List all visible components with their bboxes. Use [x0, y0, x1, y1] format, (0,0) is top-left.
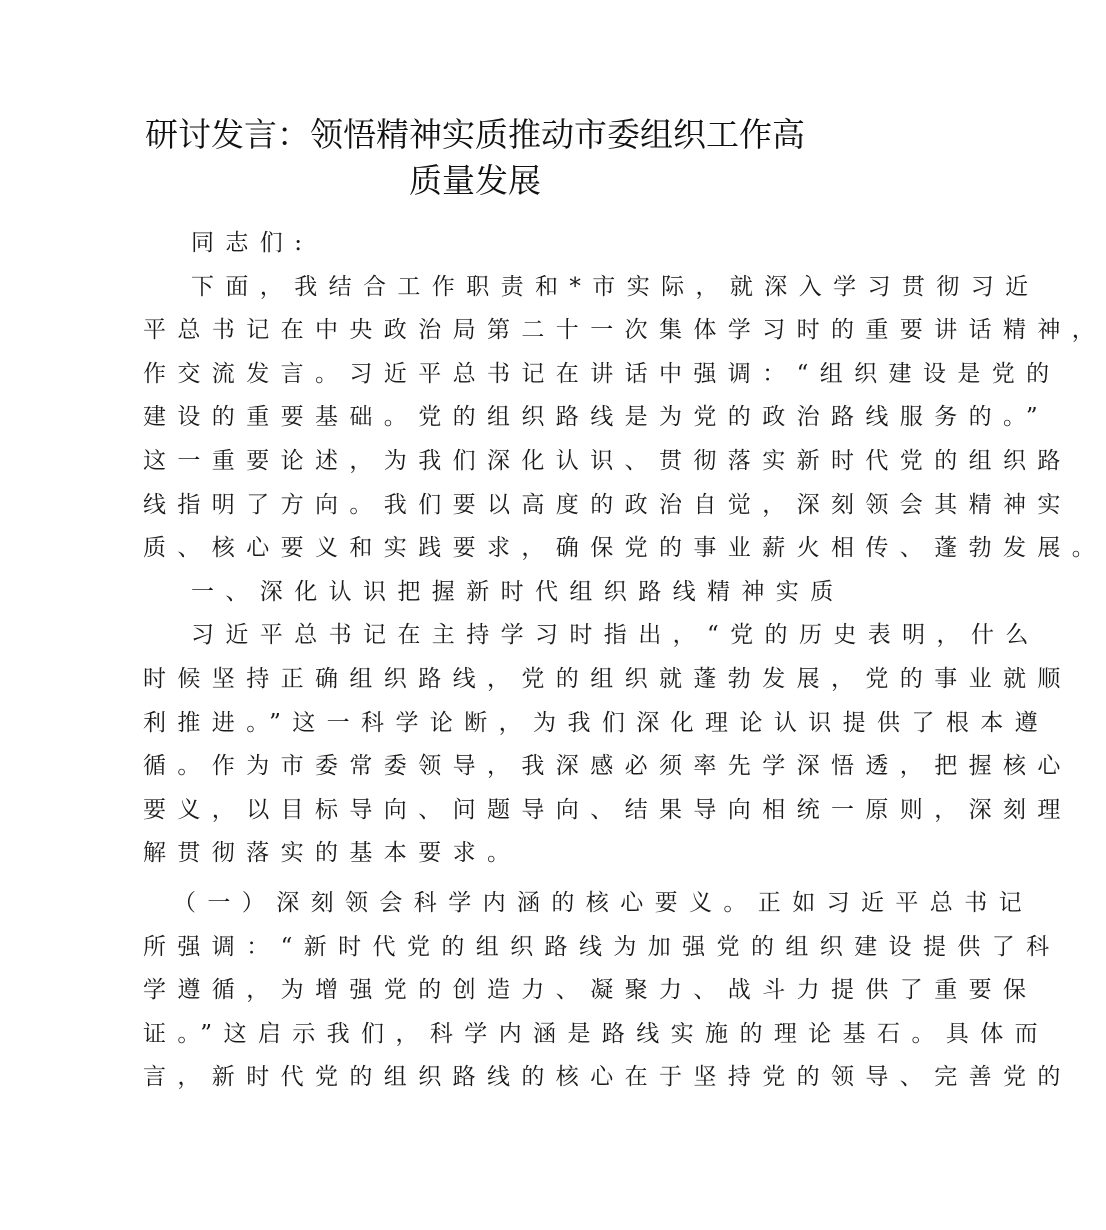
paragraph-line: 要义，以目标导向、问题导向、结果导向相统一原则，深刻理	[143, 796, 1072, 823]
paragraph-line: 循。作为市委常委领导，我深感必须率先学深悟透，把握核心	[143, 753, 1072, 780]
paragraph-intro	[143, 266, 1106, 571]
paragraph-line: 平总书记在中央政治局第二十一次集体学习时的重要讲话精神，	[143, 317, 1106, 344]
document-title	[120, 112, 830, 204]
paragraph-line: 下面，我结合工作职责和*市实际，就深入学习贯彻习近	[191, 273, 1040, 300]
paragraph-line: 解贯彻落实的基本要求。	[143, 840, 522, 867]
paragraph-line: 利推进。”这一科学论断，为我们深化理论认识提供了根本遵	[143, 709, 1050, 736]
paragraph-line: 作交流发言。习近平总书记在讲话中强调：“组织建设是党的	[143, 360, 1061, 387]
paragraph-line: （一）深刻领会科学内涵的核心要义。正如习近平总书记	[173, 889, 1033, 916]
paragraph-line: 质、核心要义和实践要求，确保党的事业薪火相传、蓬勃发展。	[143, 535, 1106, 562]
paragraph-line: 这一重要论述，为我们深化认识、贯彻落实新时代党的组织路	[143, 447, 1072, 474]
paragraph-line: 言，新时代党的组织路线的核心在于坚持党的领导、完善党的	[143, 1064, 1072, 1091]
paragraph-line: 所强调：“新时代党的组织路线为加强党的组织建设提供了科	[143, 933, 1061, 960]
paragraph-line: 习近平总书记在主持学习时指出，“党的历史表明，什么	[191, 622, 1040, 649]
section-heading-text: 一、深化认识把握新时代组织路线精神实质	[191, 578, 845, 605]
paragraph-line: 线指明了方向。我们要以高度的政治自觉，深刻领会其精神实	[143, 491, 1072, 518]
paragraph-line: 时候坚持正确组织路线，党的组织就蓬勃发展，党的事业就顺	[143, 665, 1072, 692]
paragraph-line: 学遵循，为增强党的创造力、凝聚力、战斗力提供了重要保	[143, 977, 1038, 1004]
paragraph-section-1	[143, 614, 1072, 876]
paragraph-subsection-1	[143, 882, 1072, 1100]
salutation: 同志们:	[191, 230, 314, 256]
title-line-1: 研讨发言：领悟精神实质推动市委组织工作高	[145, 115, 805, 154]
title-line-2: 质量发展	[409, 161, 541, 200]
section-heading-1	[143, 571, 845, 615]
document-body	[143, 222, 1106, 1100]
paragraph-line: 建设的重要基础。党的组织路线是为党的政治路线服务的。”	[143, 404, 1050, 431]
paragraph-line: 证。”这启示我们，科学内涵是路线实施的理论基石。具体而	[143, 1020, 1050, 1047]
